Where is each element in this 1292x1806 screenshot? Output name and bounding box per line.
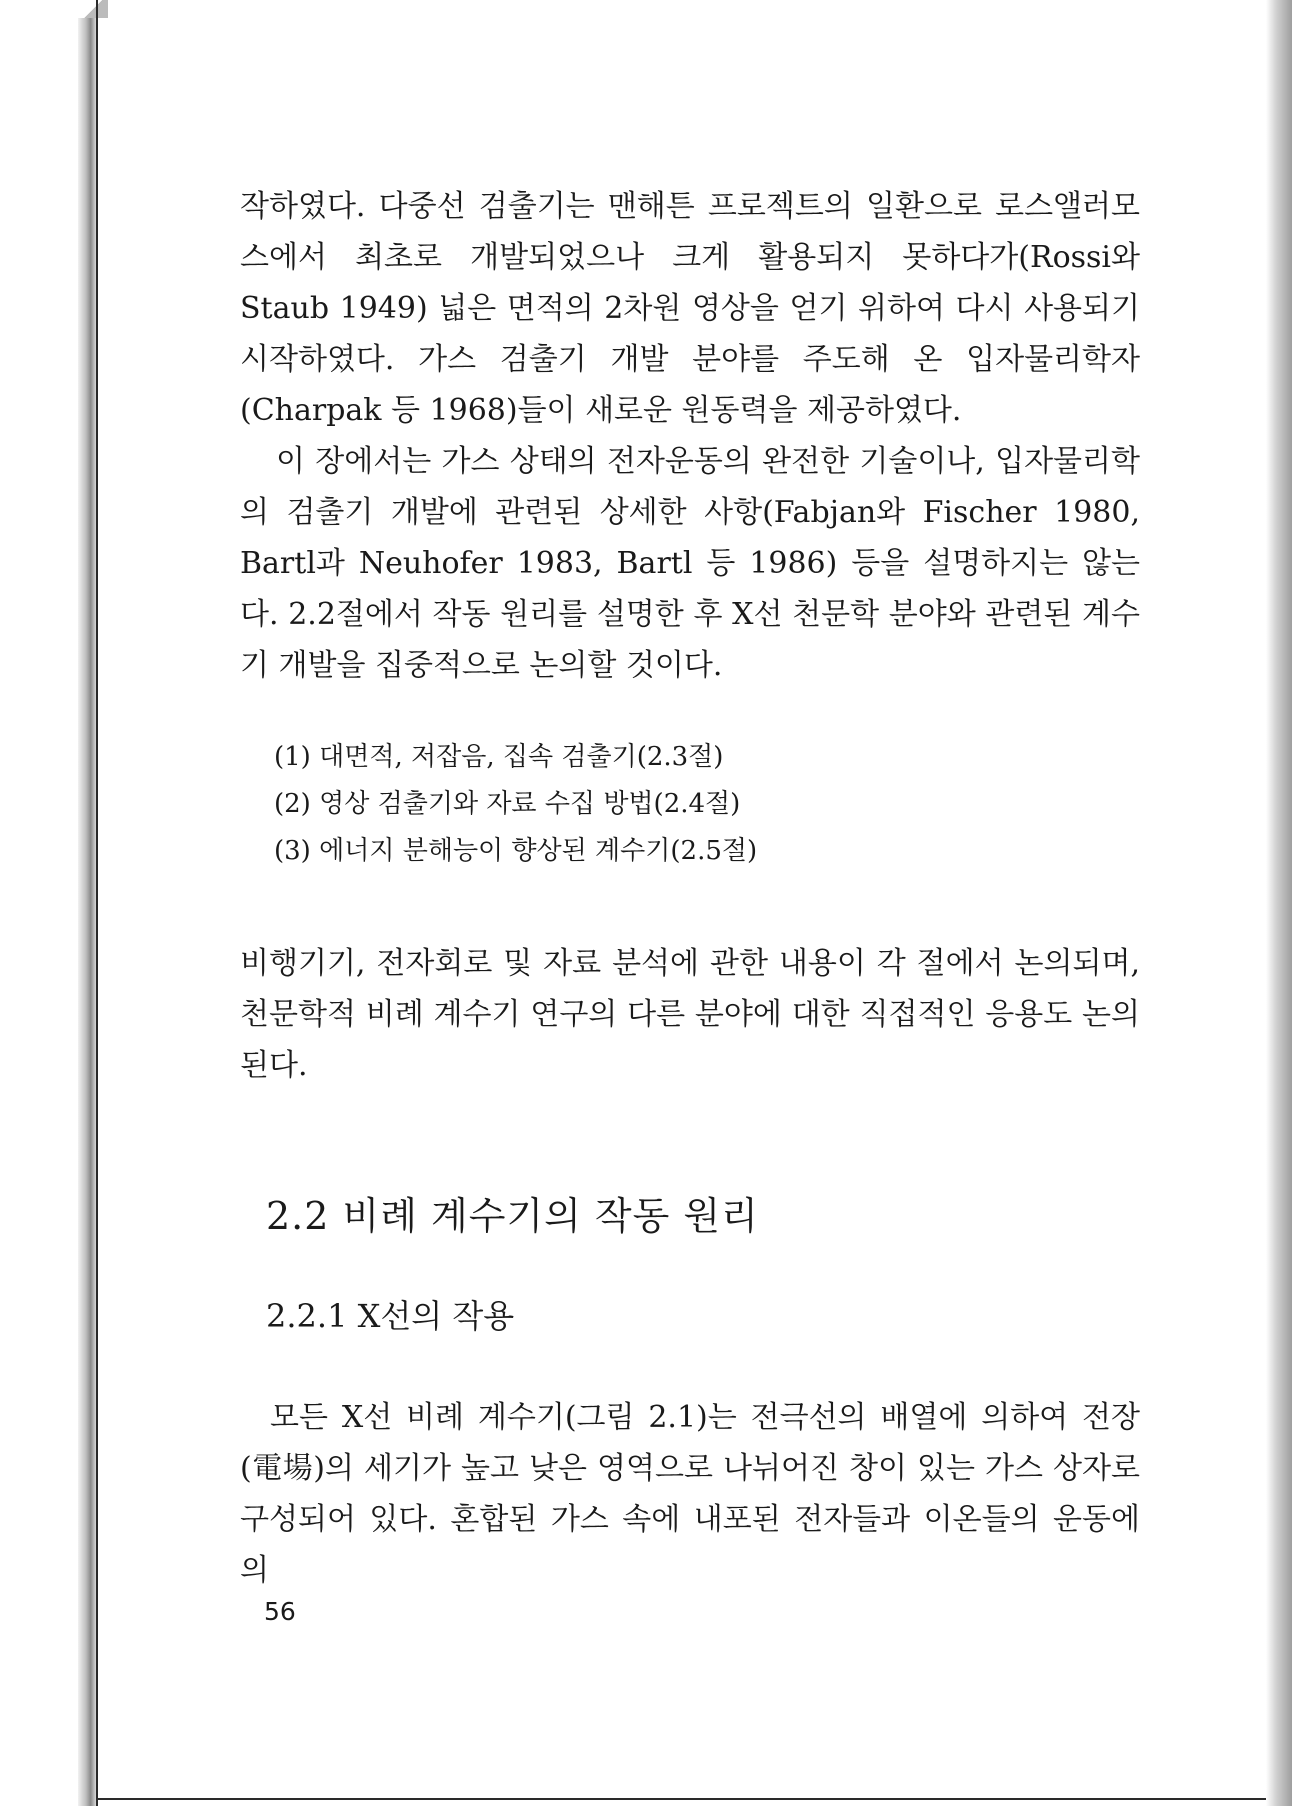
paragraph-text: 작하였다. 다중선 검출기는 맨해튼 프로젝트의 일환으로 로스앨러모스에서 최초로 개발되었으나 크게 활용되지 못하다가(Rossi와 Staub 1949) 넓은 면적의 2차원 영상을 얻기 위하여 다시 사용되기 시작하였다. 가스 검출기 개발 분야를 주도해 온 입자물리학자(Charpak 등 1968)들이 새로운 원동력을 제공하였다. (240, 189, 1140, 428)
paragraph-text: 이 장에서는 가스 상태의 전자운동의 완전한 기술이나, 입자물리학의 검출기 개발에 관련된 상세한 사항(Fabjan와 Fischer 1980, Bartl과 Neuhofer 1983, Bartl 등 1986) 등을 설명하지는 않는다. 2.2절에서 작동 원리를 설명한 후 X선 천문학 분야와 관련된 계수기 개발을 집중적으로 논의할 것이다. (240, 444, 1140, 683)
page-number: 56 (264, 1597, 296, 1626)
page-right-shadow (1266, 0, 1292, 1806)
list-item: (2) 영상 검출기와 자료 수집 방법(2.4절) (274, 789, 741, 819)
page-bottom-border (96, 1798, 1266, 1800)
body-paragraph-4 (240, 1392, 1140, 1596)
page-left-border (96, 0, 98, 1806)
list-item: (1) 대면적, 저잡음, 집속 검출기(2.3절) (274, 742, 724, 772)
topic-list (274, 734, 757, 875)
page-corner (78, 0, 108, 18)
paragraph-text: 모든 X선 비례 계수기(그림 2.1)는 전극선의 배열에 의하여 전장(電場)의 세기가 높고 낮은 영역으로 나뉘어진 창이 있는 가스 상자로 구성되어 있다. 혼합된 가스 속에 내포된 전자들과 이온들의 운동에 의 (240, 1400, 1140, 1588)
body-paragraph-2 (240, 436, 1140, 691)
body-paragraph-1 (240, 181, 1140, 436)
body-paragraph-3 (240, 938, 1140, 1091)
section-heading: 2.2 비례 계수기의 작동 원리 (266, 1194, 759, 1238)
list-item: (3) 에너지 분해능이 향상된 계수기(2.5절) (274, 836, 758, 866)
paragraph-text: 비행기기, 전자회로 및 자료 분석에 관한 내용이 각 절에서 논의되며, 천문학적 비례 계수기 연구의 다른 분야에 대한 직접적인 응용도 논의된다. (240, 946, 1140, 1083)
subsection-heading: 2.2.1 X선의 작용 (266, 1297, 515, 1335)
page-binding-edge (78, 0, 96, 1806)
